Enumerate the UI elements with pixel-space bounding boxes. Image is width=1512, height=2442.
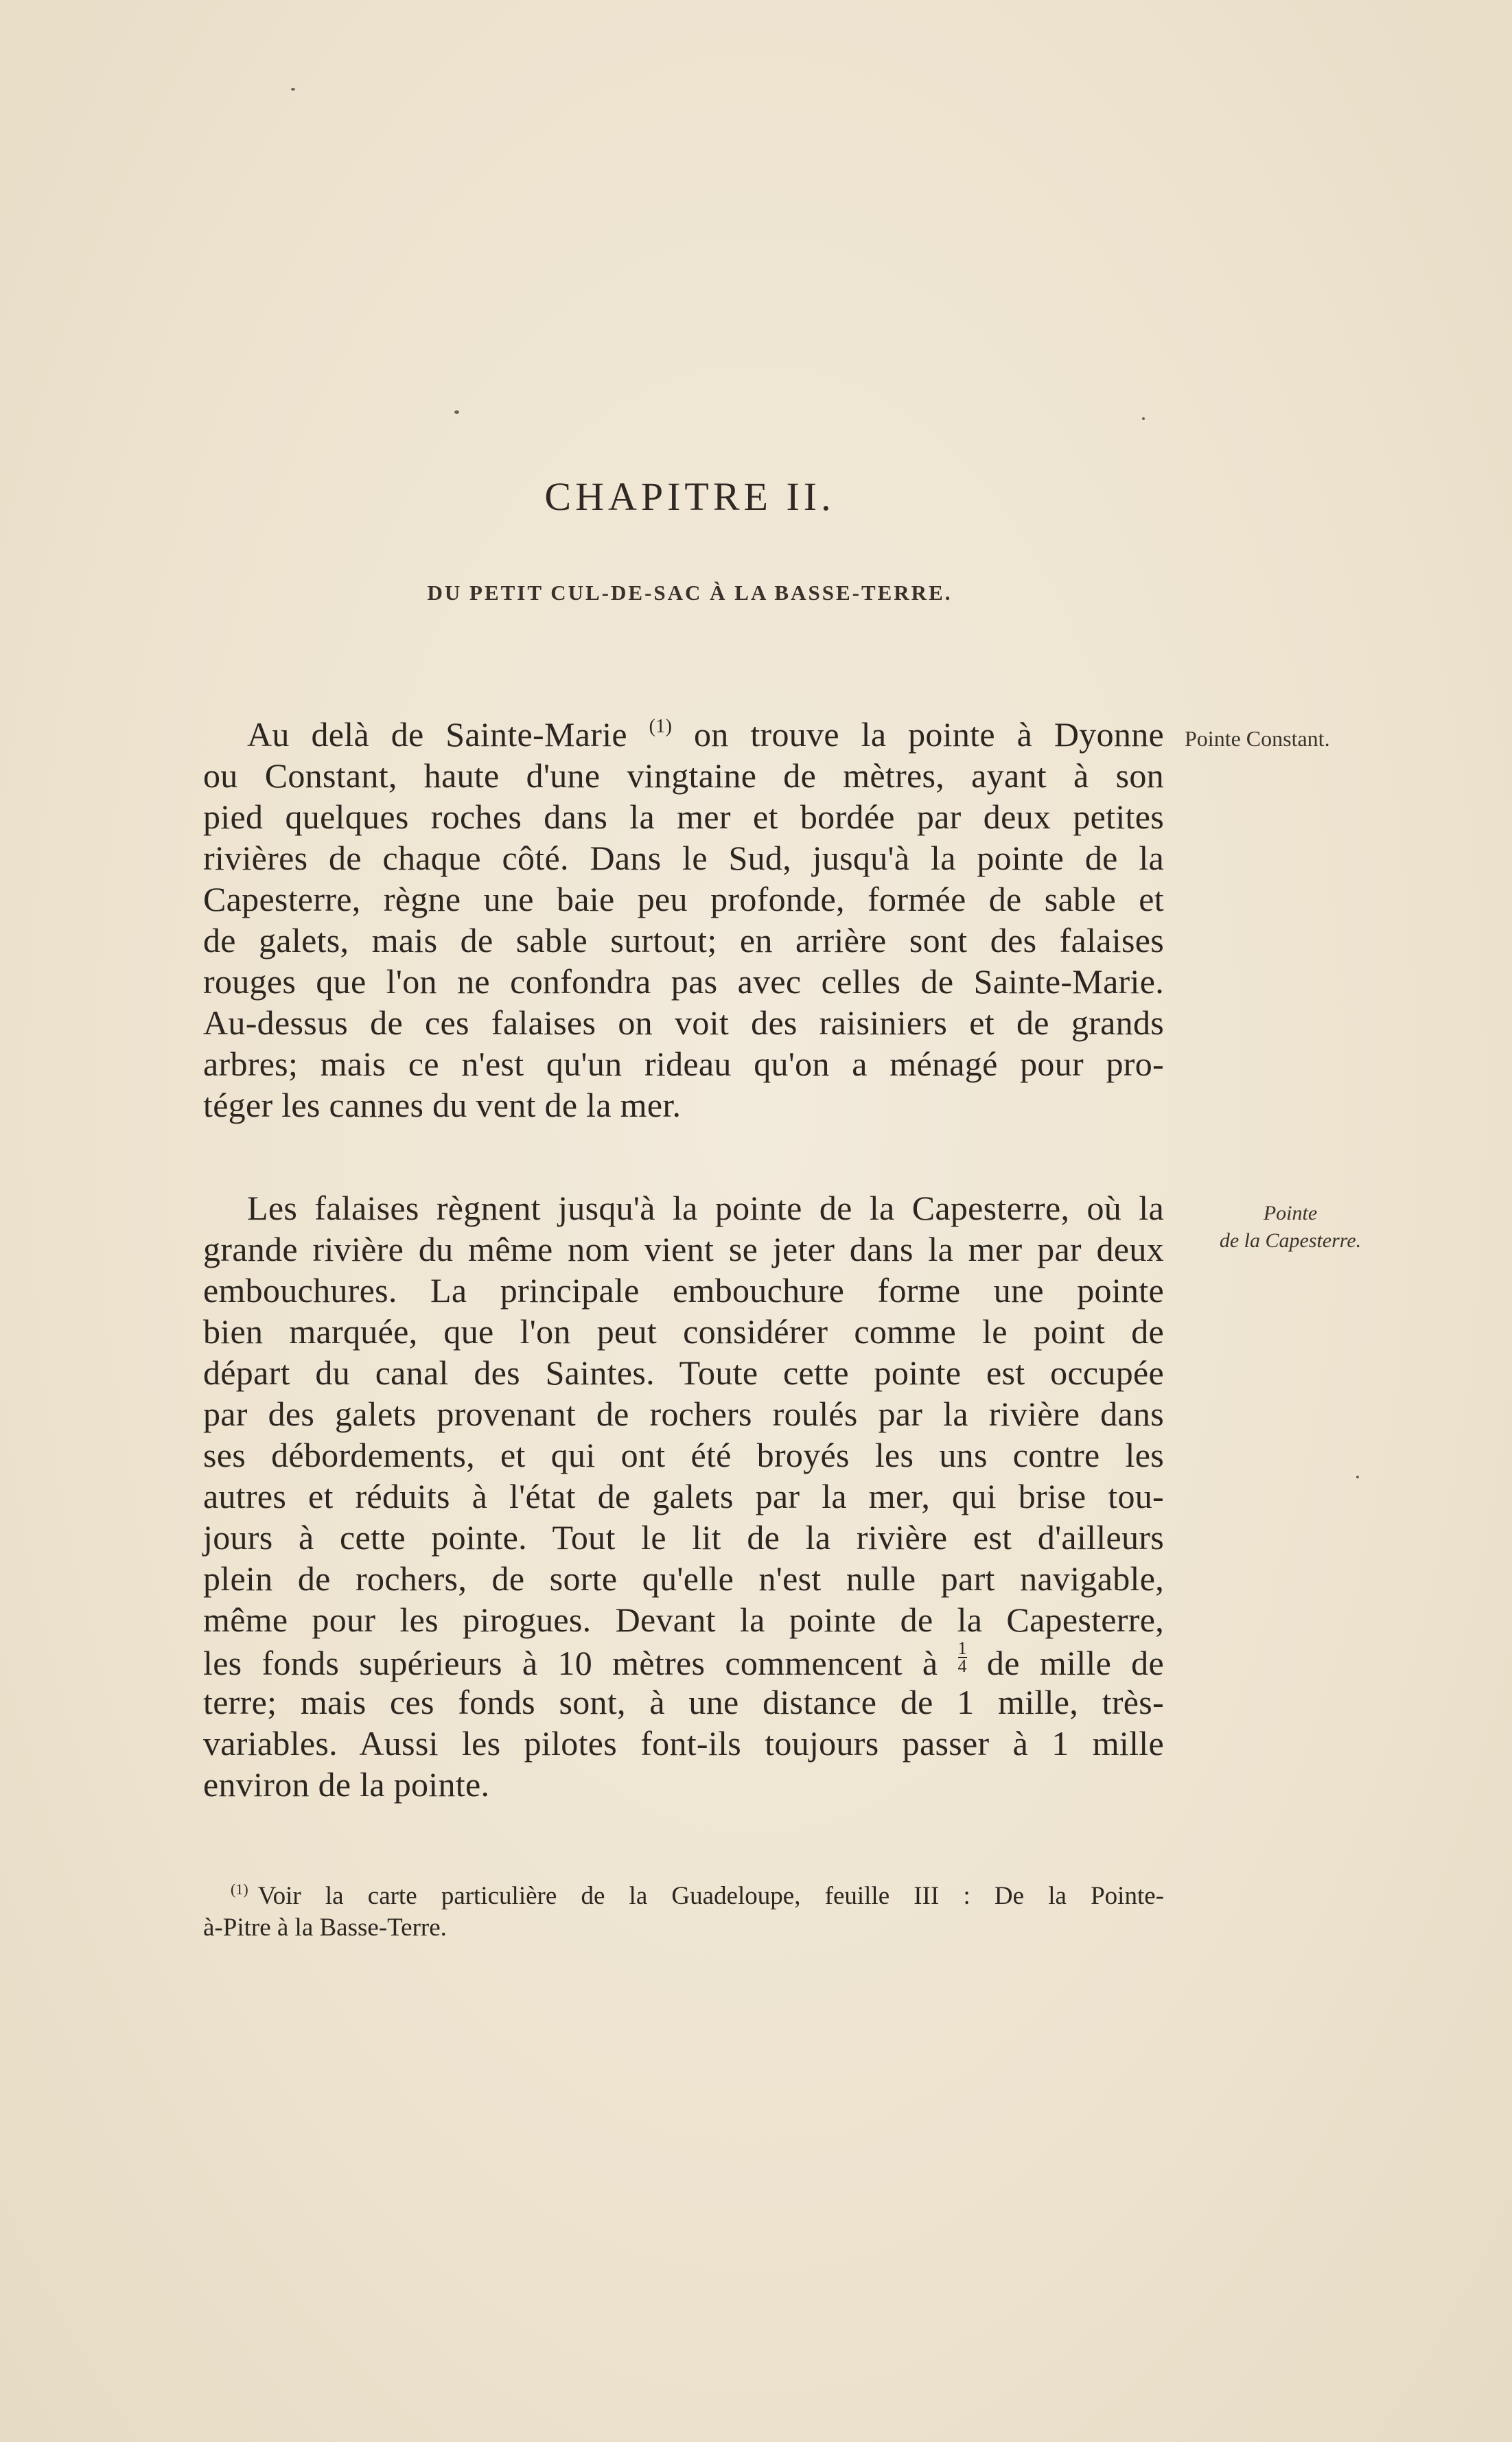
paragraph-2 — [203, 1187, 1164, 1805]
paragraph-line: rivières de chaque côté. Dans le Sud, jusqu'à la pointe de la — [203, 839, 1164, 877]
footnote-line: à-Pitre à la Basse-Terre. — [203, 1914, 447, 1942]
paragraph-line: ou Constant, haute d'une vingtaine de mètres, ayant à son — [203, 756, 1164, 795]
chapter-subtitle: DU PETIT CUL-DE-SAC À LA BASSE-TERRE. — [427, 581, 953, 605]
footnote-reference: (1) — [649, 716, 673, 737]
paragraph-line: environ de la pointe. — [203, 1765, 490, 1804]
margin-note-pointe-capesterre — [1215, 1200, 1366, 1255]
paragraph-line: variables. Aussi les pilotes font-ils toujours passer à 1 mille — [203, 1724, 1164, 1763]
paragraph-line: Capesterre, règne une baie peu profonde, formée de sable et — [203, 880, 1164, 918]
paragraph-line: grande rivière du même nom vient se jeter dans la mer par deux — [203, 1230, 1164, 1268]
paragraph-line: par des galets provenant de rochers roulés par la rivière dans — [203, 1395, 1164, 1433]
paragraph-line: plein de rochers, de sorte qu'elle n'est nulle part navigable, — [203, 1559, 1164, 1598]
margin-note-line: de la Capesterre. — [1219, 1229, 1362, 1252]
paragraph-line: de galets, mais de sable surtout; en arrière sont des falaises — [203, 921, 1164, 960]
paragraph-1 — [203, 714, 1164, 1126]
footnote-line: $^{(1)}$ Voir la carte particulière de la Guadeloupe, feuille III : De la Pointe- — [231, 1881, 1164, 1910]
paragraph-line: Au-dessus de ces falaises on voit des raisiniers et de grands — [203, 1003, 1164, 1042]
chapter-title: CHAPITRE II. — [544, 474, 835, 519]
print-speck — [1356, 1476, 1359, 1478]
paragraph-line: départ du canal des Saintes. Toute cette pointe est occupée — [203, 1353, 1164, 1392]
paragraph-line: embouchures. La principale embouchure forme une pointe — [203, 1271, 1164, 1310]
fraction-one-quarter: $\frac{1}{4}$ — [957, 1638, 967, 1676]
paragraph-line-with-fraction: les fonds supérieurs à 10 mètres commencent à $\frac{1}{4}$ de mille de — [203, 1638, 1164, 1682]
print-speck — [454, 410, 459, 414]
paragraph-line: Les falaises règnent jusqu'à la pointe de la Capesterre, où la — [247, 1189, 1164, 1227]
paragraph-line: terre; mais ces fonds sont, à une distance de 1 mille, très- — [203, 1683, 1164, 1721]
paragraph-line: pied quelques roches dans la mer et bordée par deux petites — [203, 798, 1164, 836]
paragraph-line: bien marquée, que l'on peut considérer comme le point de — [203, 1312, 1164, 1351]
margin-note-pointe-constant: Pointe Constant. — [1185, 726, 1330, 751]
paragraph-line: ses débordements, et qui ont été broyés les uns contre les — [203, 1436, 1164, 1474]
footnote-marker: (1) — [231, 1881, 248, 1898]
paragraph-line: autres et réduits à l'état de galets par la mer, qui brise tou- — [203, 1477, 1164, 1515]
print-speck — [291, 88, 295, 91]
paragraph-line: arbres; mais ce n'est qu'un rideau qu'on a ménagé pour pro- — [203, 1045, 1164, 1083]
margin-note-line: Pointe — [1263, 1202, 1318, 1224]
paragraph-line: téger les cannes du vent de la mer. — [203, 1086, 682, 1124]
print-speck — [1142, 417, 1145, 420]
paragraph-line: jours à cette pointe. Tout le lit de la rivière est d'ailleurs — [203, 1518, 1164, 1557]
footnote — [203, 1881, 1164, 1944]
paragraph-line: Au delà de Sainte-Marie $^{(1)}$ on trouve la pointe à Dyonne — [247, 715, 1164, 754]
paragraph-line: même pour les pirogues. Devant la pointe de la Capesterre, — [203, 1601, 1164, 1639]
paragraph-line: rouges que l'on ne confondra pas avec celles de Sainte-Marie. — [203, 962, 1164, 1001]
